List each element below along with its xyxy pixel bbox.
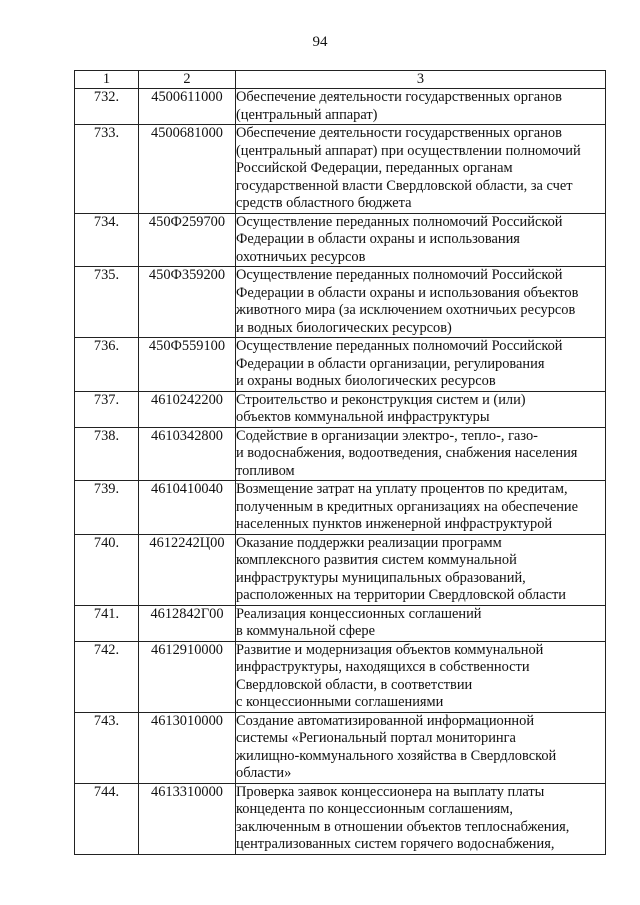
- row-number: 742.: [75, 641, 139, 712]
- description-line: Федерации в области организации, регулирования: [236, 355, 545, 372]
- description-line: охотничьих ресурсов: [236, 248, 366, 265]
- row-number: 732.: [75, 89, 139, 125]
- budget-code: 4612842Г00: [139, 605, 236, 641]
- column-header-description: 3: [236, 71, 606, 89]
- row-number: 743.: [75, 712, 139, 783]
- description-line: концедента по концессионным соглашениям,: [236, 801, 513, 817]
- table-row: [75, 783, 606, 854]
- table-row: [75, 125, 606, 214]
- budget-classification-table: [74, 70, 606, 855]
- table-row: [75, 534, 606, 605]
- table-row: [75, 641, 606, 712]
- description-line: и охраны водных биологических ресурсов: [236, 373, 496, 389]
- description-line: области»: [236, 765, 292, 781]
- description-line: полученным в кредитных организациях на обеспечение: [236, 498, 578, 515]
- description-line: Обеспечение деятельности государственных органов: [236, 89, 562, 105]
- row-number: 741.: [75, 605, 139, 641]
- table-row: [75, 89, 606, 125]
- description-line: Обеспечение деятельности государственных органов: [236, 125, 562, 141]
- description-line: Осуществление переданных полномочий Российской: [236, 267, 563, 283]
- row-number: 735.: [75, 267, 139, 338]
- description-line: с концессионными соглашениями: [236, 694, 444, 710]
- row-number: 739.: [75, 481, 139, 535]
- budget-code: 450Ф259700: [139, 213, 236, 267]
- description-line: Реализация концессионных соглашений: [236, 605, 482, 622]
- budget-code: 4613310000: [139, 783, 236, 854]
- description-line: расположенных на территории Свердловской области: [236, 587, 566, 603]
- page-number: 94: [312, 34, 328, 50]
- expense-description: [236, 534, 606, 605]
- description-line: топливом: [236, 462, 295, 479]
- description-line: средств областного бюджета: [236, 195, 412, 211]
- description-line: Возмещение затрат на уплату процентов по кредитам,: [236, 481, 568, 497]
- expense-description: [236, 338, 606, 392]
- expense-description: [236, 125, 606, 214]
- budget-code: 4610410040: [139, 481, 236, 535]
- description-line: централизованных систем горячего водоснабжения,: [236, 836, 555, 852]
- table-row: [75, 605, 606, 641]
- expense-description: [236, 481, 606, 535]
- description-line: в коммунальной сфере: [236, 623, 375, 639]
- expense-description: [236, 641, 606, 712]
- expense-description: [236, 213, 606, 267]
- budget-code: 4613010000: [139, 712, 236, 783]
- description-line: и водных биологических ресурсов): [236, 319, 452, 336]
- description-line: Оказание поддержки реализации программ: [236, 534, 502, 551]
- header-row: [75, 71, 606, 89]
- description-line: населенных пунктов инженерной инфраструктурой: [236, 516, 553, 532]
- row-number: 738.: [75, 427, 139, 481]
- budget-code: 4500681000: [139, 125, 236, 214]
- description-line: инфраструктуры муниципальных образований,: [236, 569, 526, 586]
- description-line: Строительство и реконструкция систем и (или): [236, 391, 526, 408]
- column-header-code: 2: [139, 71, 236, 89]
- table-body: [75, 89, 606, 855]
- description-line: Проверка заявок концессионера на выплату платы: [236, 783, 545, 800]
- table-row: [75, 213, 606, 267]
- description-line: Федерации в области охраны и использования: [236, 231, 520, 247]
- column-header-number: 1: [75, 71, 139, 89]
- description-line: Российской Федерации, переданных органам: [236, 160, 513, 176]
- description-line: животного мира (за исключением охотничьих ресурсов: [236, 302, 576, 318]
- description-line: инфраструктуры, находящихся в собственности: [236, 659, 530, 675]
- expense-description: [236, 391, 606, 427]
- expense-description: [236, 783, 606, 854]
- description-line: Свердловской области, в соответствии: [236, 676, 473, 693]
- expense-description: [236, 267, 606, 338]
- description-line: (центральный аппарат): [236, 106, 378, 123]
- row-number: 734.: [75, 213, 139, 267]
- description-line: комплексного развития систем коммунальной: [236, 552, 517, 568]
- table-row: [75, 391, 606, 427]
- table-row: [75, 427, 606, 481]
- description-line: Развитие и модернизация объектов коммунальной: [236, 641, 544, 658]
- table-row: [75, 267, 606, 338]
- description-line: жилищно-коммунального хозяйства в Свердловской: [236, 747, 557, 764]
- row-number: 736.: [75, 338, 139, 392]
- description-line: объектов коммунальной инфраструктуры: [236, 409, 490, 425]
- row-number: 744.: [75, 783, 139, 854]
- description-line: Осуществление переданных полномочий Российской: [236, 213, 563, 230]
- table-row: [75, 712, 606, 783]
- expense-description: [236, 89, 606, 125]
- budget-code: 4612242Ц00: [139, 534, 236, 605]
- budget-code: 450Ф359200: [139, 267, 236, 338]
- table-row: [75, 338, 606, 392]
- description-line: Осуществление переданных полномочий Российской: [236, 338, 563, 354]
- table-header: [75, 71, 606, 89]
- expense-description: [236, 427, 606, 481]
- table-row: [75, 481, 606, 535]
- description-line: Создание автоматизированной информационной: [236, 712, 535, 729]
- description-line: (центральный аппарат) при осуществлении полномочий: [236, 142, 581, 159]
- description-line: Содействие в организации электро-, тепло-, газо-: [236, 427, 538, 444]
- description-line: Федерации в области охраны и использования объектов: [236, 284, 579, 301]
- row-number: 737.: [75, 391, 139, 427]
- budget-code: 4612910000: [139, 641, 236, 712]
- budget-code: 450Ф559100: [139, 338, 236, 392]
- expense-description: [236, 712, 606, 783]
- description-line: системы «Региональный портал мониторинга: [236, 730, 516, 746]
- budget-code: 4500611000: [139, 89, 236, 125]
- description-line: заключенным в отношении объектов теплоснабжения,: [236, 818, 570, 835]
- expense-description: [236, 605, 606, 641]
- row-number: 733.: [75, 125, 139, 214]
- description-line: и водоснабжения, водоотведения, снабжения населения: [236, 445, 578, 461]
- budget-code: 4610342800: [139, 427, 236, 481]
- row-number: 740.: [75, 534, 139, 605]
- budget-code: 4610242200: [139, 391, 236, 427]
- description-line: государственной власти Свердловской области, за счет: [236, 177, 573, 194]
